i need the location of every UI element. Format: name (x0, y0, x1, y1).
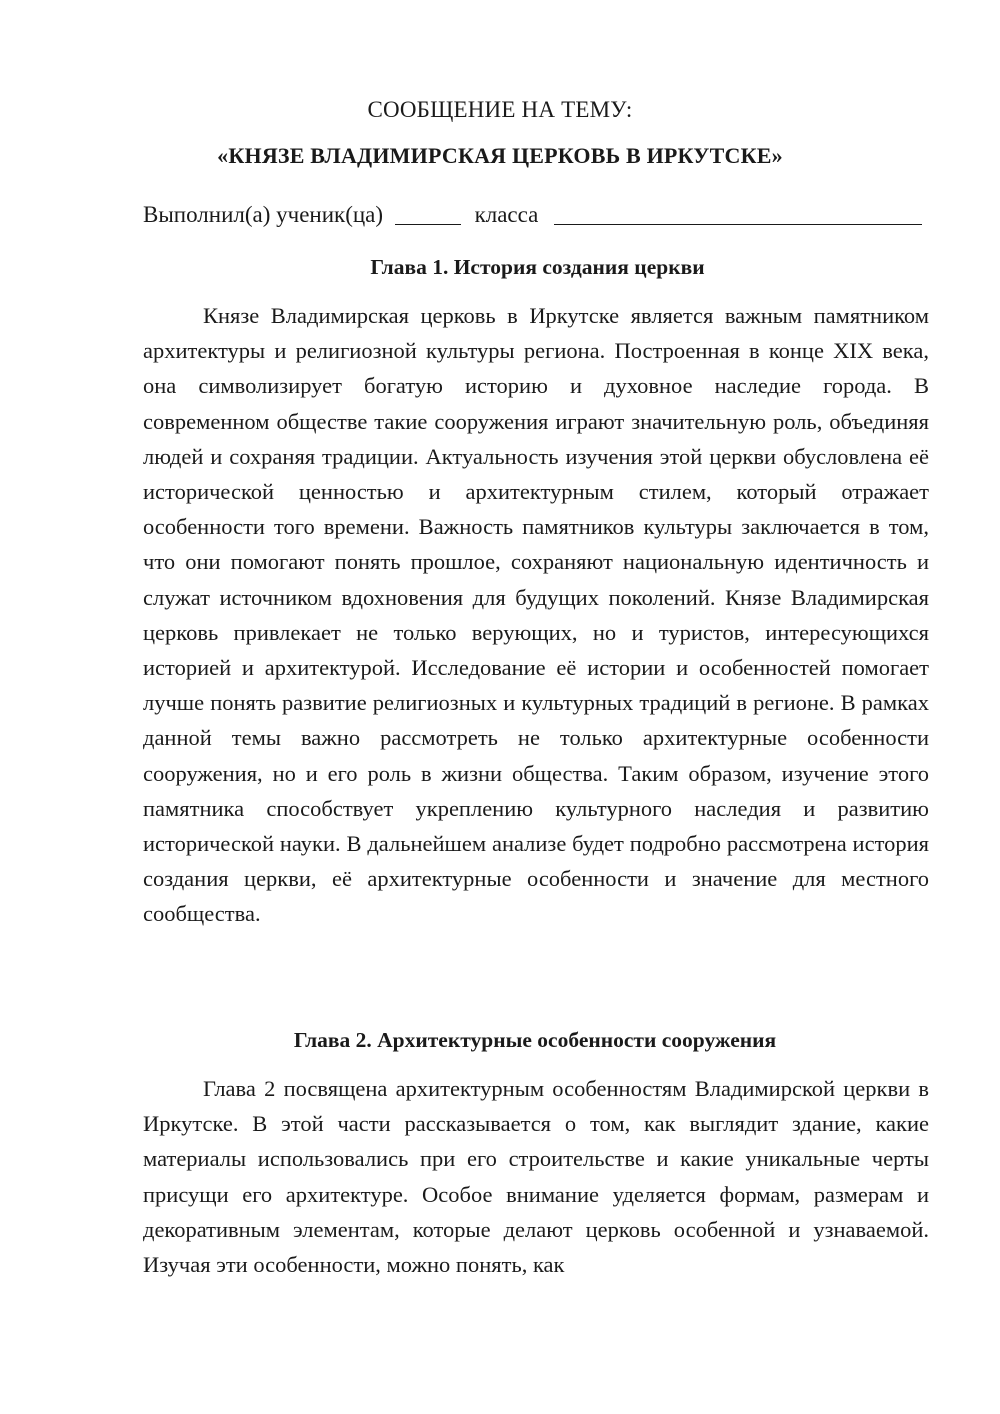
document-title-line2: «КНЯЗЕ ВЛАДИМИРСКАЯ ЦЕРКОВЬ В ИРКУТСКЕ» (217, 143, 783, 168)
chapter1-heading: Глава 1. История создания церкви (370, 255, 705, 279)
chapter2-paragraph: Глава 2 посвящена архитектурным особенностям Владимирской церкви в Иркутске. В этой части рассказывается о том, как выглядит здание, какие материалы использовались при его строительстве и какие уникальные черты присущи его архитектуре. Особое внимание уделяется формам, размерам и декоративным элементам, которые делают церковь особенной и узнаваемой. Изучая эти особенности, можно понять, как (143, 1076, 929, 1278)
name-blank (554, 202, 922, 225)
author-line-prefix: Выполнил(а) ученик(ца) (143, 202, 384, 227)
document-title-line1: СООБЩЕНИЕ НА ТЕМУ: (367, 97, 633, 122)
chapter2-heading: Глава 2. Архитектурные особенности сооружения (293, 1028, 777, 1052)
grade-blank (395, 202, 461, 225)
author-line-class-label: класса (474, 202, 539, 227)
author-line (143, 199, 922, 228)
chapter1-paragraph: Князе Владимирская церковь в Иркутске является важным памятником архитектуры и религиозной культуры региона. Построенная в конце XIX века, она символизирует богатую историю и духовное наследие города. В современном обществе такие сооружения играют значительную роль, объединяя людей и сохраняя традиции. Актуальность изучения этой церкви обусловлена её исторической ценностью и архитектурным стилем, который отражает особенности того времени. Важность памятников культуры заключается в том, что они помогают понять прошлое, сохраняют национальную идентичность и служат источником вдохновения для будущих поколений. Князе Владимирская церковь привлекает не только верующих, но и туристов, интересующихся историей и архитектурой. Исследование её истории и особенностей помогает лучше понять развитие религиозных и культурных традиций в регионе. В рамках данной темы важно рассмотреть не только архитектурные особенности сооружения, но и его роль в жизни общества. Таким образом, изучение этого памятника способствует укреплению культурного наследия и развитию исторической науки. В дальнейшем анализе будет подробно рассмотрена история создания церкви, её архитектурные особенности и значение для местного сообщества. (143, 303, 929, 927)
